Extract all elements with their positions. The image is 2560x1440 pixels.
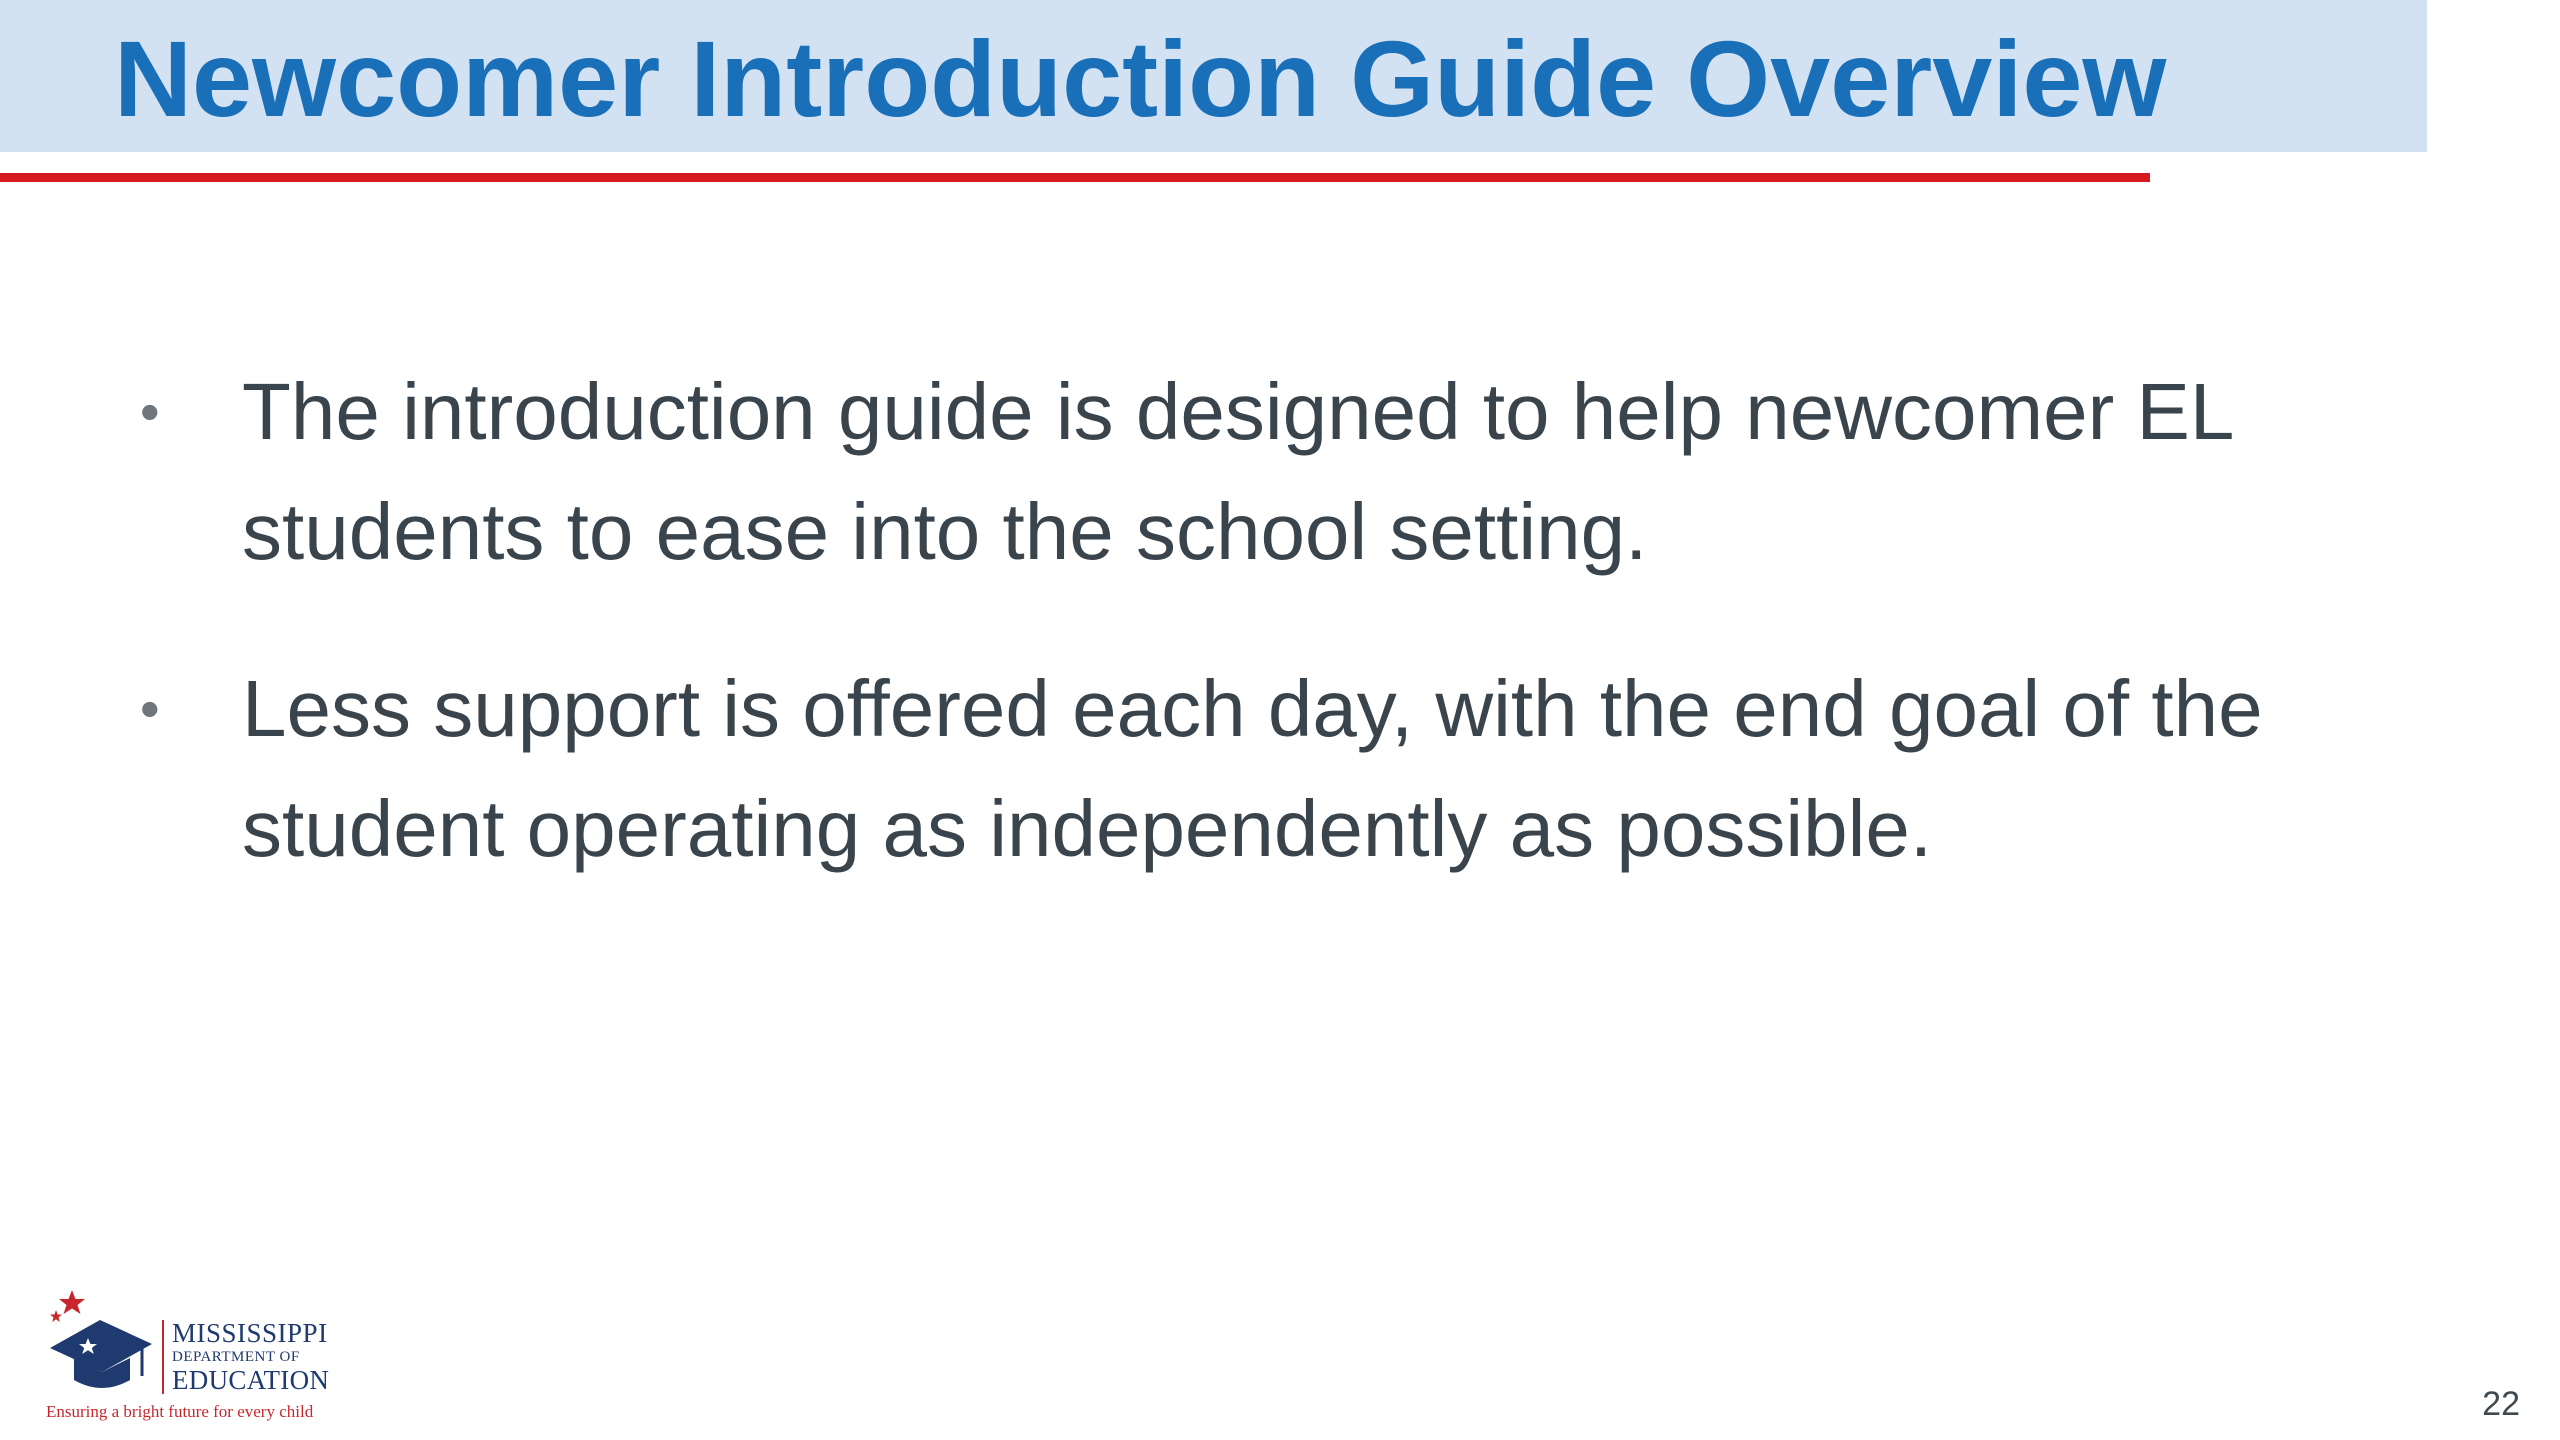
logo-star-large: [59, 1290, 85, 1314]
title-band: [0, 0, 2427, 152]
mde-logo: [44, 1288, 328, 1430]
bullet-text: The introduction guide is designed to help newcomer EL students to ease into the school setting.: [242, 367, 2232, 576]
bullet-marker: •: [140, 380, 160, 443]
title-underline-rule: [0, 173, 2150, 182]
graduation-cap-icon: [44, 1288, 160, 1398]
bullet-item: [140, 352, 2460, 592]
cap-board: [50, 1320, 152, 1372]
logo-wordmark: [162, 1320, 329, 1394]
bullet-marker: •: [140, 677, 160, 740]
logo-line-education: EDUCATION: [172, 1365, 330, 1395]
logo-tagline: Ensuring a bright future for every child: [46, 1402, 314, 1421]
bullet-text: Less support is offered each day, with the end goal of the student operating as independently as possible.: [242, 664, 2263, 873]
bullet-list: [140, 352, 2460, 946]
logo-line-department: DEPARTMENT OF: [172, 1349, 300, 1365]
logo-line-mississippi: MISSISSIPPI: [172, 1318, 328, 1348]
page-number: 22: [2482, 1385, 2520, 1423]
slide-title: Newcomer Introduction Guide Overview: [114, 18, 2167, 139]
logo-star-small: [50, 1310, 62, 1322]
bullet-item: [140, 649, 2460, 889]
